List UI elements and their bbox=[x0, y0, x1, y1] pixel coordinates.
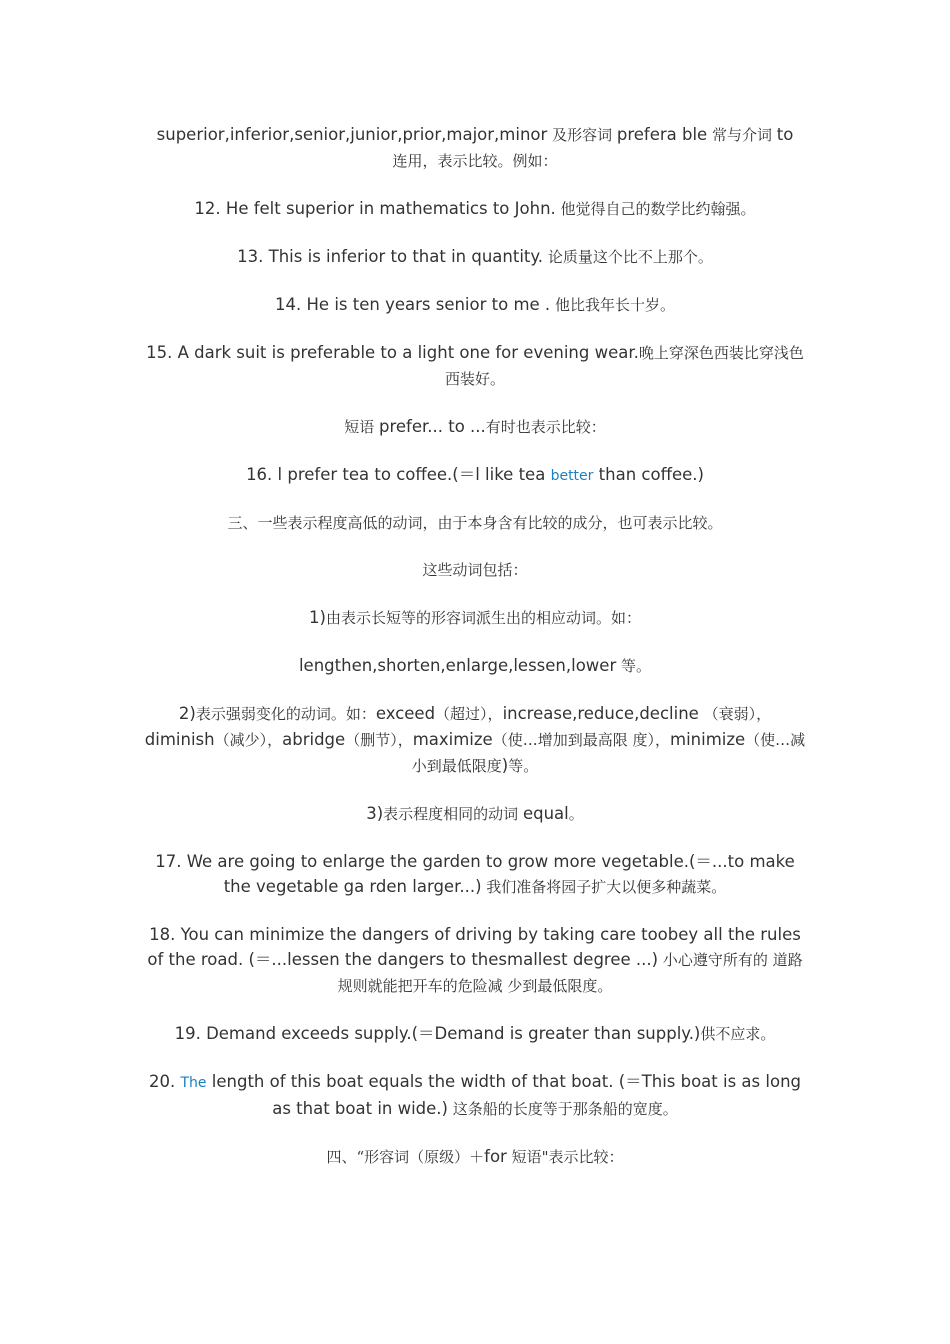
document-body bbox=[140, 122, 810, 1192]
example-12: 12. He felt superior in mathematics to John. 他觉得自己的数学比约翰强。 bbox=[194, 199, 756, 218]
point-2: 2)表示强弱变化的动词。如：exceed（超过），increase,reduce,decline （衰弱）， diminish（减少），abridge（删节），maximize（使…增加到最高限 度），minimize（使…减小到最低限度)等。 bbox=[144, 704, 806, 775]
example-13: 13. This is inferior to that in quantity. 论质量这个比不上那个。 bbox=[237, 247, 713, 266]
example-15: 15. A dark suit is preferable to a light one for evening wear.晚上穿深色西装比穿浅色西装好。 bbox=[146, 343, 804, 388]
example-20: 20. The length of this boat equals the width of that boat. (＝This boat is as long as that boat in wide.) 这条船的长度等于那条船的宽度。 bbox=[148, 1072, 801, 1118]
example-17: 17. We are going to enlarge the garden to grow more vegetable.(＝...to make the vegetable ga rden larger...) 我们准备将园子扩大以便多种蔬菜。 bbox=[155, 852, 795, 896]
verbs-include: 这些动词包括： bbox=[422, 561, 528, 579]
verb-list-1: lengthen,shorten,enlarge,lessen,lower 等。 bbox=[298, 656, 652, 675]
point-1: 1)由表示长短等的形容词派生出的相应动词。如： bbox=[309, 608, 641, 627]
section-four-heading: 四、“形容词（原级）＋for 短语"表示比较： bbox=[326, 1147, 624, 1166]
section-three-heading: 三、一些表示程度高低的动词，由于本身含有比较的成分，也可表示比较。 bbox=[227, 514, 723, 532]
example-19: 19. Demand exceeds supply.(＝Demand is greater than supply.)供不应求。 bbox=[174, 1024, 776, 1043]
example-18: 18. You can minimize the dangers of driving by taking care toobey all the rules of the road. (＝...lessen the dangers to thesmallest degree ...) 小心遵守所有的 道路规则就能把开车的危险减 少到最低限度。 bbox=[147, 925, 803, 995]
link-better[interactable]: better bbox=[550, 468, 594, 484]
phrase-prefer-to: 短语 prefer... to ...有时也表示比较： bbox=[344, 417, 606, 436]
example-14: 14. He is ten years senior to me . 他比我年长十岁。 bbox=[275, 295, 675, 314]
point-3: 3)表示程度相同的动词 equal。 bbox=[366, 804, 584, 823]
paragraph-intro: superior,inferior,senior,junior,prior,major,minor 及形容词 prefera ble 常与介词 to 连用，表示比较。例如： bbox=[156, 125, 794, 170]
example-16: 16. l prefer tea to coffee.(＝l like tea better than coffee.) bbox=[246, 465, 704, 484]
link-the[interactable]: The bbox=[180, 1075, 207, 1091]
